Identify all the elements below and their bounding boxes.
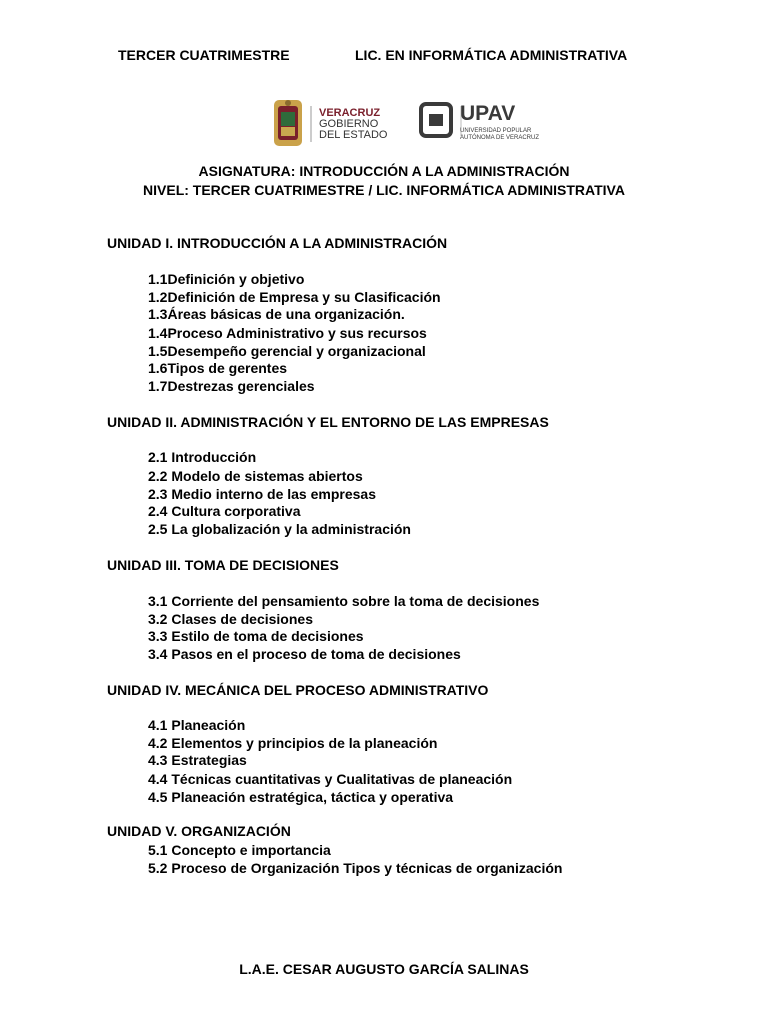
item-number: 1.1 xyxy=(148,271,168,287)
item-text: Medio interno de las empresas xyxy=(171,486,376,502)
list-item xyxy=(148,360,287,376)
list-item xyxy=(148,752,247,768)
item-number: 4.4 xyxy=(148,771,168,787)
list-item xyxy=(148,343,426,359)
unit-title: UNIDAD IV. MECÁNICA DEL PROCESO ADMINISTRATIVO xyxy=(107,682,489,698)
item-text: Concepto e importancia xyxy=(171,842,331,858)
item-text: Clases de decisiones xyxy=(171,611,313,627)
item-text: Elementos y principios de la planeación xyxy=(171,735,438,751)
item-number: 5.1 xyxy=(148,842,168,858)
list-item xyxy=(148,468,363,484)
level-title: NIVEL: TERCER CUATRIMESTRE / LIC. INFORMÁTICA ADMINISTRATIVA xyxy=(143,182,625,198)
list-item xyxy=(148,842,331,858)
item-number: 1.2 xyxy=(148,289,168,305)
list-item xyxy=(148,789,453,805)
header-program: LIC. EN INFORMÁTICA ADMINISTRATIVA xyxy=(355,47,628,63)
list-item xyxy=(148,860,562,876)
item-text: Proceso de Organización Tipos y técnicas de organización xyxy=(171,860,563,876)
item-text: Pasos en el proceso de toma de decisiones xyxy=(171,646,461,662)
list-item xyxy=(148,521,411,537)
item-number: 4.2 xyxy=(148,735,168,751)
list-item xyxy=(148,717,245,733)
item-number: 4.5 xyxy=(148,789,168,805)
item-text: La globalización y la administración xyxy=(171,521,411,537)
list-item xyxy=(148,611,313,627)
list-item xyxy=(148,628,364,644)
item-number: 3.3 xyxy=(148,628,168,644)
item-number: 2.1 xyxy=(148,449,168,465)
item-text: Desempeño gerencial y organizacional xyxy=(167,343,426,359)
item-text: Estrategias xyxy=(171,752,247,768)
list-item xyxy=(148,449,256,465)
item-number: 1.3 xyxy=(148,306,168,322)
list-item xyxy=(148,306,405,322)
item-number: 3.2 xyxy=(148,611,168,627)
item-number: 1.5 xyxy=(148,343,168,359)
list-item xyxy=(148,289,441,305)
unit-title: UNIDAD I. INTRODUCCIÓN A LA ADMINISTRACIÓN xyxy=(107,235,448,251)
item-text: Modelo de sistemas abiertos xyxy=(171,468,363,484)
item-text: Destrezas gerenciales xyxy=(167,378,315,394)
item-text: Definición de Empresa y su Clasificación xyxy=(167,289,441,305)
item-number: 2.2 xyxy=(148,468,168,484)
list-item xyxy=(148,771,512,787)
item-text: Introducción xyxy=(171,449,257,465)
item-text: Áreas básicas de una organización. xyxy=(167,306,405,322)
unit-title: UNIDAD III. TOMA DE DECISIONES xyxy=(107,557,339,573)
item-number: 3.4 xyxy=(148,646,168,662)
unit-title: UNIDAD II. ADMINISTRACIÓN Y EL ENTORNO DE LAS EMPRESAS xyxy=(107,414,549,430)
item-text: Proceso Administrativo y sus recursos xyxy=(167,325,427,341)
list-item xyxy=(148,646,461,662)
upav-line1: UNIVERSIDAD POPULAR xyxy=(460,128,532,134)
item-number: 3.1 xyxy=(148,593,168,609)
item-number: 2.5 xyxy=(148,521,168,537)
list-item xyxy=(148,378,315,394)
item-text: Técnicas cuantitativas y Cualitativas de planeación xyxy=(171,771,513,787)
item-text: Estilo de toma de decisiones xyxy=(171,628,364,644)
upav-line2: AUTÓNOMA DE VERACRUZ xyxy=(460,135,540,141)
item-number: 4.1 xyxy=(148,717,168,733)
item-text: Tipos de gerentes xyxy=(167,360,288,376)
subject-title: ASIGNATURA: INTRODUCCIÓN A LA ADMINISTRACIÓN xyxy=(198,163,570,179)
item-text: Definición y objetivo xyxy=(167,271,305,287)
unit-title: UNIDAD V. ORGANIZACIÓN xyxy=(107,823,291,839)
item-number: 1.6 xyxy=(148,360,168,376)
author-footer: L.A.E. CESAR AUGUSTO GARCÍA SALINAS xyxy=(239,961,529,977)
logos xyxy=(268,98,538,150)
item-text: Cultura corporativa xyxy=(171,503,301,519)
list-item xyxy=(148,593,539,609)
veracruz-line2: GOBIERNO xyxy=(319,118,379,130)
list-item xyxy=(148,486,376,502)
veracruz-line3: DEL ESTADO xyxy=(319,129,388,141)
list-item xyxy=(148,735,437,751)
list-item xyxy=(148,325,427,341)
upav-name: UPAV xyxy=(460,102,516,125)
item-number: 1.4 xyxy=(148,325,168,341)
item-text: Planeación estratégica, táctica y operativa xyxy=(171,789,454,805)
item-text: Corriente del pensamiento sobre la toma de decisiones xyxy=(171,593,540,609)
item-number: 1.7 xyxy=(148,378,168,394)
item-text: Planeación xyxy=(171,717,246,733)
list-item xyxy=(148,271,304,287)
list-item xyxy=(148,503,301,519)
item-number: 2.4 xyxy=(148,503,168,519)
veracruz-line1: VERACRUZ xyxy=(319,107,381,119)
item-number: 4.3 xyxy=(148,752,168,768)
item-number: 2.3 xyxy=(148,486,168,502)
header-semester: TERCER CUATRIMESTRE xyxy=(118,47,290,63)
item-number: 5.2 xyxy=(148,860,168,876)
